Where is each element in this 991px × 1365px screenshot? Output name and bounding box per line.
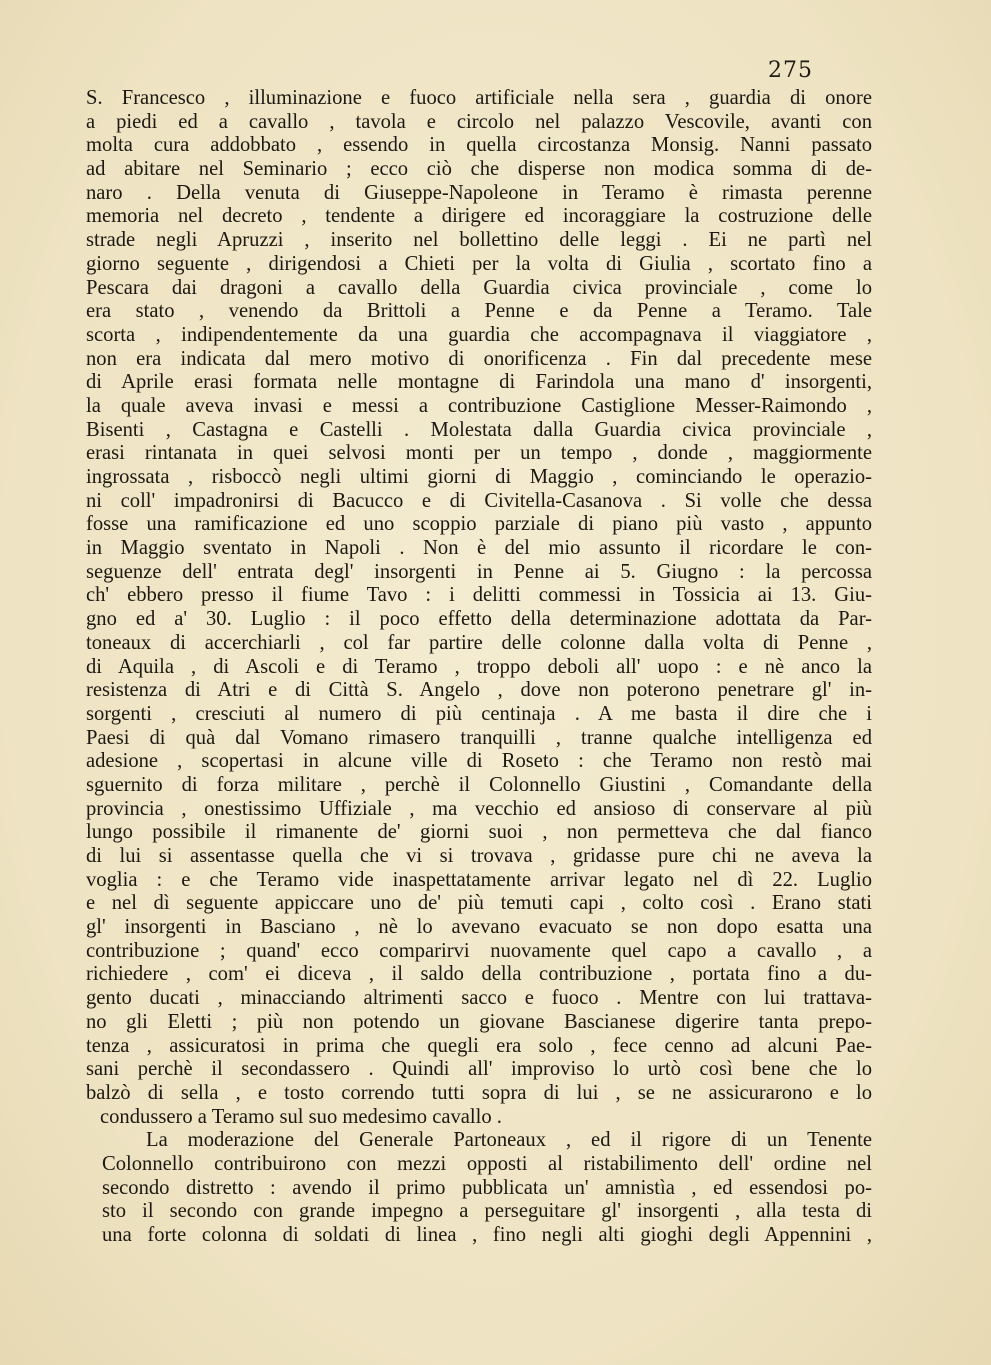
text-line-28: Paesi di quà dal Vomano rimasero tranquilli , tranne qualche intelligenza ed <box>86 726 872 749</box>
text-line-25: di Aquila , di Ascoli e di Teramo , troppo deboli all' uopo : e nè anco la <box>86 655 872 678</box>
text-line-40: no gli Eletti ; più non potendo un giovane Bascianese digerire tanta prepo- <box>86 1010 872 1033</box>
page-number: 275 <box>768 58 813 83</box>
text-line-7: strade negli Apruzzi , inserito nel bollettino delle leggi . Ei ne partì nel <box>86 229 872 252</box>
text-line-35: e nel dì seguente appiccare uno de' più temuti capi , colto così . Erano stati <box>86 892 872 915</box>
text-line-11: scorta , indipendentemente da una guardia che accompagnava il viaggiatore , <box>86 323 872 346</box>
text-line-5: naro . Della venuta di Giuseppe-Napoleone in Teramo è rimasta perenne <box>86 181 872 204</box>
text-line-47: secondo distretto : avendo il primo pubblicata un' amnistìa , ed essendosi po- <box>102 1176 872 1199</box>
text-line-17: ingrossata , risboccò negli ultimi giorni di Maggio , cominciando le operazio- <box>86 466 872 488</box>
text-line-27: sorgenti , cresciuti al numero di più centinaja . A me basta il dire che i <box>86 702 872 725</box>
text-line-18: ni coll' impadronirsi di Bacucco e di Civitella-Casanova . Si volle che dessa <box>86 489 872 512</box>
text-line-46: Colonnello contribuirono con mezzi opposti al ristabilimento dell' ordine nel <box>102 1152 872 1175</box>
text-line-37: contribuzione ; quand' ecco comparirvi nuovamente quel capo a cavallo , a <box>86 939 872 962</box>
text-line-34: voglia : e che Teramo vide inaspettatamente arrivar legato nel dì 22. Luglio <box>86 868 872 891</box>
body-text <box>86 87 872 1248</box>
text-line-15: Bisenti , Castagna e Castelli . Molestata dalla Guardia civica provinciale , <box>86 418 872 441</box>
text-line-21: seguenze dell' entrata degl' insorgenti in Penne ai 5. Giugno : la percossa <box>86 560 872 583</box>
text-line-29: adesione , scopertasi in alcune ville di Roseto : che Teramo non restò mai <box>86 750 872 773</box>
text-line-32: lungo possibile il rimanente de' giorni suoi , non permetteva che dal fianco <box>86 821 872 844</box>
text-line-12: non era indicata dal mero motivo di onorificenza . Fin dal precedente mese <box>86 347 872 370</box>
text-line-1: S. Francesco , illuminazione e fuoco artificiale nella sera , guardia di onore <box>86 87 872 109</box>
text-line-16: erasi rintanata in quei selvosi monti per un tempo , donde , maggiormente <box>86 442 872 465</box>
text-line-43: balzò di sella , e tosto correndo tutti sopra di lui , se ne assicurarono e lo <box>86 1081 872 1104</box>
text-line-8: giorno seguente , dirigendosi a Chieti per la volta di Giulia , scortato fino a <box>86 252 872 275</box>
text-line-13: di Aprile erasi formata nelle montagne di Farindola una mano d' insorgenti, <box>86 371 872 394</box>
text-line-19: fosse una ramificazione ed uno scoppio parziale di piano più vasto , appunto <box>86 513 872 536</box>
text-line-42: sani perchè il secondassero . Quindi all' improviso lo urtò così bene che lo <box>86 1058 872 1081</box>
text-line-23: gno ed a' 30. Luglio : il poco effetto della determinazione adottata da Par- <box>86 608 872 631</box>
text-line-20: in Maggio sventato in Napoli . Non è del mio assunto il ricordare le con- <box>86 537 872 560</box>
text-line-9: Pescara dai dragoni a cavallo della Guardia civica provinciale , come lo <box>86 276 872 299</box>
text-line-49: una forte colonna di soldati di linea , fino negli alti gioghi degli Appennini , <box>102 1224 872 1246</box>
text-line-14: la quale aveva invasi e messi a contribuzione Castiglione Messer-Raimondo , <box>86 394 872 417</box>
text-line-38: richiedere , com' ei diceva , il saldo della contribuzione , portata fino a du- <box>86 963 872 986</box>
text-line-39: gento ducati , minacciando altrimenti sacco e fuoco . Mentre con lui trattava- <box>86 987 872 1010</box>
text-line-48: sto il secondo con grande impegno a perseguitare gl' insorgenti , alla testa di <box>102 1200 872 1223</box>
text-line-4: ad abitare nel Seminario ; ecco ciò che disperse non modica somma di de- <box>86 158 872 181</box>
text-line-44: condussero a Teramo sul suo medesimo cavallo . <box>100 1105 502 1128</box>
text-line-33: di lui si assentasse quella che vi si trovava , gridasse pure chi ne aveva la <box>86 845 872 867</box>
text-line-26: resistenza di Atri e di Città S. Angelo , dove non poterono penetrare gl' in- <box>86 679 872 702</box>
text-line-6: memoria nel decreto , tendente a dirigere ed incoraggiare la costruzione delle <box>86 205 872 228</box>
text-line-24: toneaux di accerchiarli , col far partire delle colonne dalla volta di Penne , <box>86 631 872 654</box>
text-line-36: gl' insorgenti in Basciano , nè lo avevano evacuato se non dopo esatta una <box>86 916 872 939</box>
text-line-31: provincia , onestissimo Uffiziale , ma vecchio ed ansioso di conservare al più <box>86 797 872 820</box>
text-line-10: era stato , venendo da Brittoli a Penne e da Penne a Teramo. Tale <box>86 300 872 323</box>
text-line-30: sguernito di forza militare , perchè il Colonnello Giustini , Comandante della <box>86 773 872 796</box>
text-line-45: La moderazione del Generale Partoneaux , ed il rigore di un Tenente <box>146 1129 872 1152</box>
text-line-2: a piedi ed a cavallo , tavola e circolo nel palazzo Vescovile, avanti con <box>86 110 872 133</box>
text-line-22: ch' ebbero presso il fiume Tavo : i delitti commessi in Tossicia ai 13. Giu- <box>86 584 872 607</box>
text-line-41: tenza , assicuratosi in prima che quegli era solo , fece cenno ad alcuni Pae- <box>86 1034 872 1057</box>
text-line-3: molta cura addobbato , essendo in quella circostanza Monsig. Nanni passato <box>86 134 872 157</box>
